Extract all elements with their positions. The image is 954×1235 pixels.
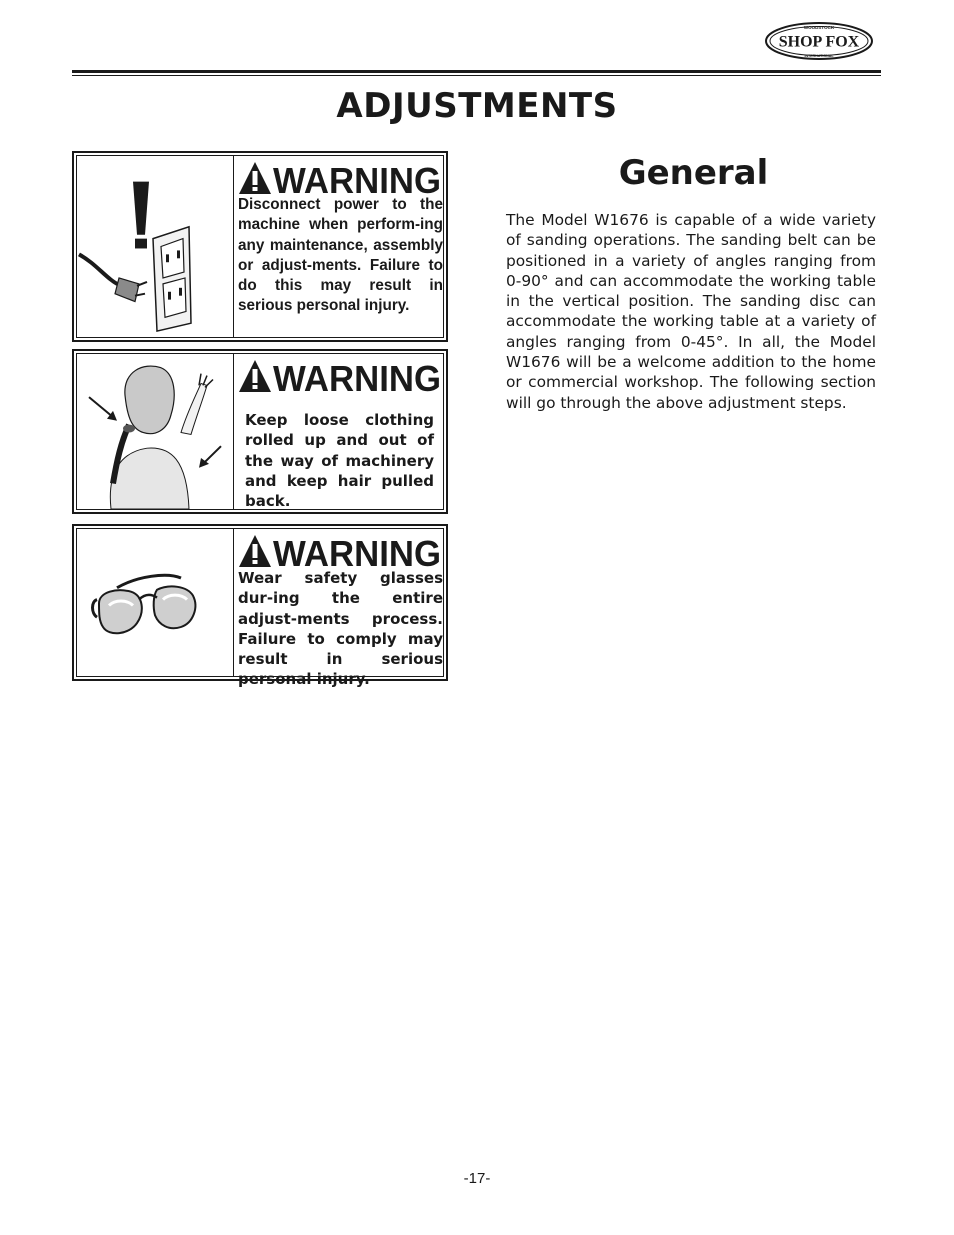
logo-subtext-top: WOODSTOCK: [803, 25, 835, 30]
section-title-general: General: [618, 153, 769, 193]
page-title: ADJUSTMENTS: [336, 86, 618, 126]
safety-glasses-icon: [77, 529, 234, 676]
warning-box-glasses: [72, 524, 448, 689]
warning-heading: [237, 358, 445, 396]
section-body-general: The Model W1676 is capable of a wide variety of sanding operations. The sanding belt can be positioned in a variety of angles ranging from 0-90° and can accommodate the working table in the vertical position. The sanding disc can accommodate the working table at a variety of angles ranging from 0-45°. In all, the Model W1676 will be a welcome addition to the home or commercial workshop. The following section will go through the above adjustment steps.: [506, 211, 876, 412]
header-rule-thin: [72, 75, 881, 76]
warning-heading: [237, 160, 445, 198]
unplugged-power-cord-icon: [77, 156, 234, 337]
warning-text-glasses: Wear safety glasses dur-ing the entire adjust-ments process. Failure to comply may result in serious personal injury.: [238, 569, 443, 689]
svg-text:WARNING: WARNING: [273, 533, 441, 571]
warning-text-power: Disconnect power to the machine when perform-ing any maintenance, assembly or adjust-ments. Failure to do this may result in serious personal injury.: [238, 196, 443, 315]
warning-heading: [237, 533, 445, 571]
warning-box-power: [72, 151, 448, 342]
page-number: -17-: [463, 1170, 491, 1187]
tied-back-hair-icon: [77, 354, 234, 509]
warning-box-clothing: [72, 349, 448, 514]
logo-subtext-bottom: INTERNATIONAL: [804, 54, 834, 58]
warning-text-clothing: Keep loose clothing rolled up and out of the way of machinery and keep hair pulled back.: [245, 411, 434, 511]
header-rule: [72, 70, 881, 73]
svg-text:WARNING: WARNING: [273, 358, 441, 396]
shop-fox-logo: [764, 20, 874, 62]
logo-text: SHOP FOX: [778, 33, 860, 51]
svg-text:WARNING: WARNING: [273, 160, 441, 198]
